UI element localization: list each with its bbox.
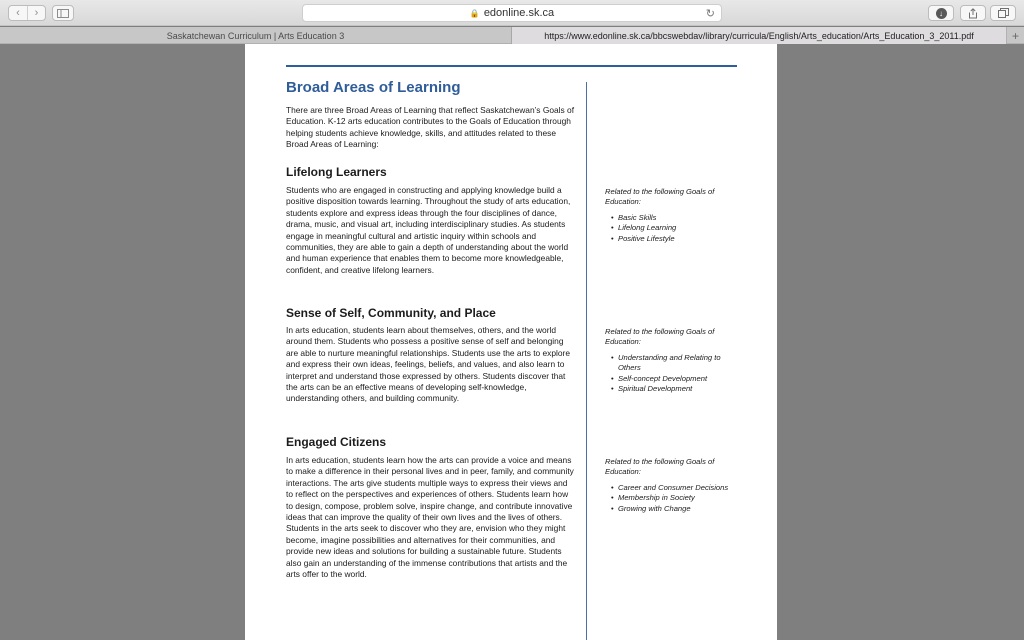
show-tabs-button[interactable] — [990, 5, 1016, 21]
new-tab-button[interactable] — [1006, 27, 1024, 44]
address-text: edonline.sk.ca — [483, 7, 555, 19]
goals-list — [605, 483, 740, 514]
address-bar[interactable] — [302, 4, 722, 22]
sidebar-note-lifelong-learners — [605, 187, 740, 244]
section-body-lifelong-learners: Students who are engaged in constructing and applying knowledge build a positive disposition towards learning. Throughout the study of arts education, students explore and express ideas through the four disciplines of dance, drama, music, and visual art, including interdisciplinary studies. As students engage in meaningful cultural and artistic inquiry within schools and communities, they are able to gain a depth of understanding about the world and human experience that enables them to become more knowledgeable, confident, and creative lifelong learners. — [286, 185, 571, 275]
sidebar-note-engaged-citizens — [605, 457, 740, 514]
header-rule — [286, 65, 737, 67]
forward-button[interactable] — [27, 6, 45, 20]
browser-toolbar — [0, 0, 1024, 26]
goal-item: • Lifelong Learning — [611, 223, 740, 233]
share-button[interactable] — [960, 5, 986, 21]
tabs-overview-icon — [998, 8, 1009, 18]
downloads-button[interactable] — [928, 5, 954, 21]
reload-icon[interactable]: ↻ — [705, 8, 715, 20]
lock-icon: 🔒 — [469, 8, 480, 18]
goal-item: • Career and Consumer Decisions — [611, 483, 740, 493]
goal-item: • Understanding and Relating to Others — [611, 353, 740, 374]
download-icon: ↓ — [936, 8, 947, 19]
sidebar-note-intro: Related to the following Goals of Education: — [605, 327, 715, 347]
tab-bar — [0, 27, 1024, 44]
goals-list — [605, 213, 740, 244]
section-body-sense-of-self: In arts education, students learn about themselves, others, and the world around them. Students who possess a positive sense of self and belonging are able to nurture meaningful relationships. Students use the arts to explore and express their own ideas, feelings, beliefs, and values, and also learn to interpret and understand those expressed by others. Students discover that the arts can be an effective means of developing self-knowledge, understanding others, and building community. — [286, 325, 570, 404]
sidebar-icon — [57, 9, 69, 18]
intro-paragraph: There are three Broad Areas of Learning that reflect Saskatchewan’s Goals of Education. K-12 arts education contributes to the Goals of Education through helping students achieve knowledge, skills, and attitudes related to these Broad Areas of Learning: — [286, 105, 575, 150]
tab-pdf[interactable] — [512, 27, 1006, 44]
tab-label: Saskatchewan Curriculum | Arts Education 3 — [166, 30, 345, 41]
sidebar-note-intro: Related to the following Goals of Education: — [605, 187, 715, 207]
back-button[interactable] — [9, 6, 27, 20]
section-body-engaged-citizens: In arts education, students learn how the arts can provide a voice and means to make a difference in their personal lives and in peer, family, and community interactions. The arts give students multiple ways to express their views and to reflect on the perspectives and experiences of others. Students learn how to design, compose, problem solve, inspire change, and contribute innovative ideas that can improve the quality of their own lives and the lives of others. Students in the arts seek to discover who they are, envision who they might become, imagine possibilities and alternatives for their communities, and provide new ideas and solutions for building a sustainable future. Students also gain an understanding of the immense contributions that artists and the arts offer to the world. — [286, 455, 574, 580]
page-title: Broad Areas of Learning — [286, 79, 461, 96]
section-heading-lifelong-learners: Lifelong Learners — [286, 165, 387, 179]
sidebar-note-intro: Related to the following Goals of Education: — [605, 457, 715, 477]
sidebar-note-sense-of-self — [605, 327, 740, 394]
goal-item: • Basic Skills — [611, 213, 740, 223]
tab-curriculum[interactable] — [0, 27, 512, 44]
goal-item: • Growing with Change — [611, 504, 740, 514]
goal-item: • Spiritual Development — [611, 384, 740, 394]
section-heading-engaged-citizens: Engaged Citizens — [286, 435, 387, 449]
share-icon — [968, 8, 978, 19]
column-divider — [586, 82, 587, 640]
goal-item: • Membership in Society — [611, 493, 740, 503]
plus-icon: + — [1011, 28, 1019, 43]
tab-label: https://www.edonline.sk.ca/bbcswebdav/library/curricula/English/Arts_education/Arts_Education_3_2011.pdf — [544, 30, 974, 41]
chevron-left-icon: ‹ — [16, 7, 20, 19]
navigation-buttons — [8, 5, 46, 21]
goal-item: • Self-concept Development — [611, 374, 740, 384]
goals-list — [605, 353, 740, 395]
pdf-page — [245, 44, 777, 640]
section-heading-sense-of-self: Sense of Self, Community, and Place — [286, 306, 496, 320]
chevron-right-icon: › — [34, 7, 39, 19]
sidebar-toggle-button[interactable] — [52, 5, 74, 21]
goal-item: • Positive Lifestyle — [611, 234, 740, 244]
